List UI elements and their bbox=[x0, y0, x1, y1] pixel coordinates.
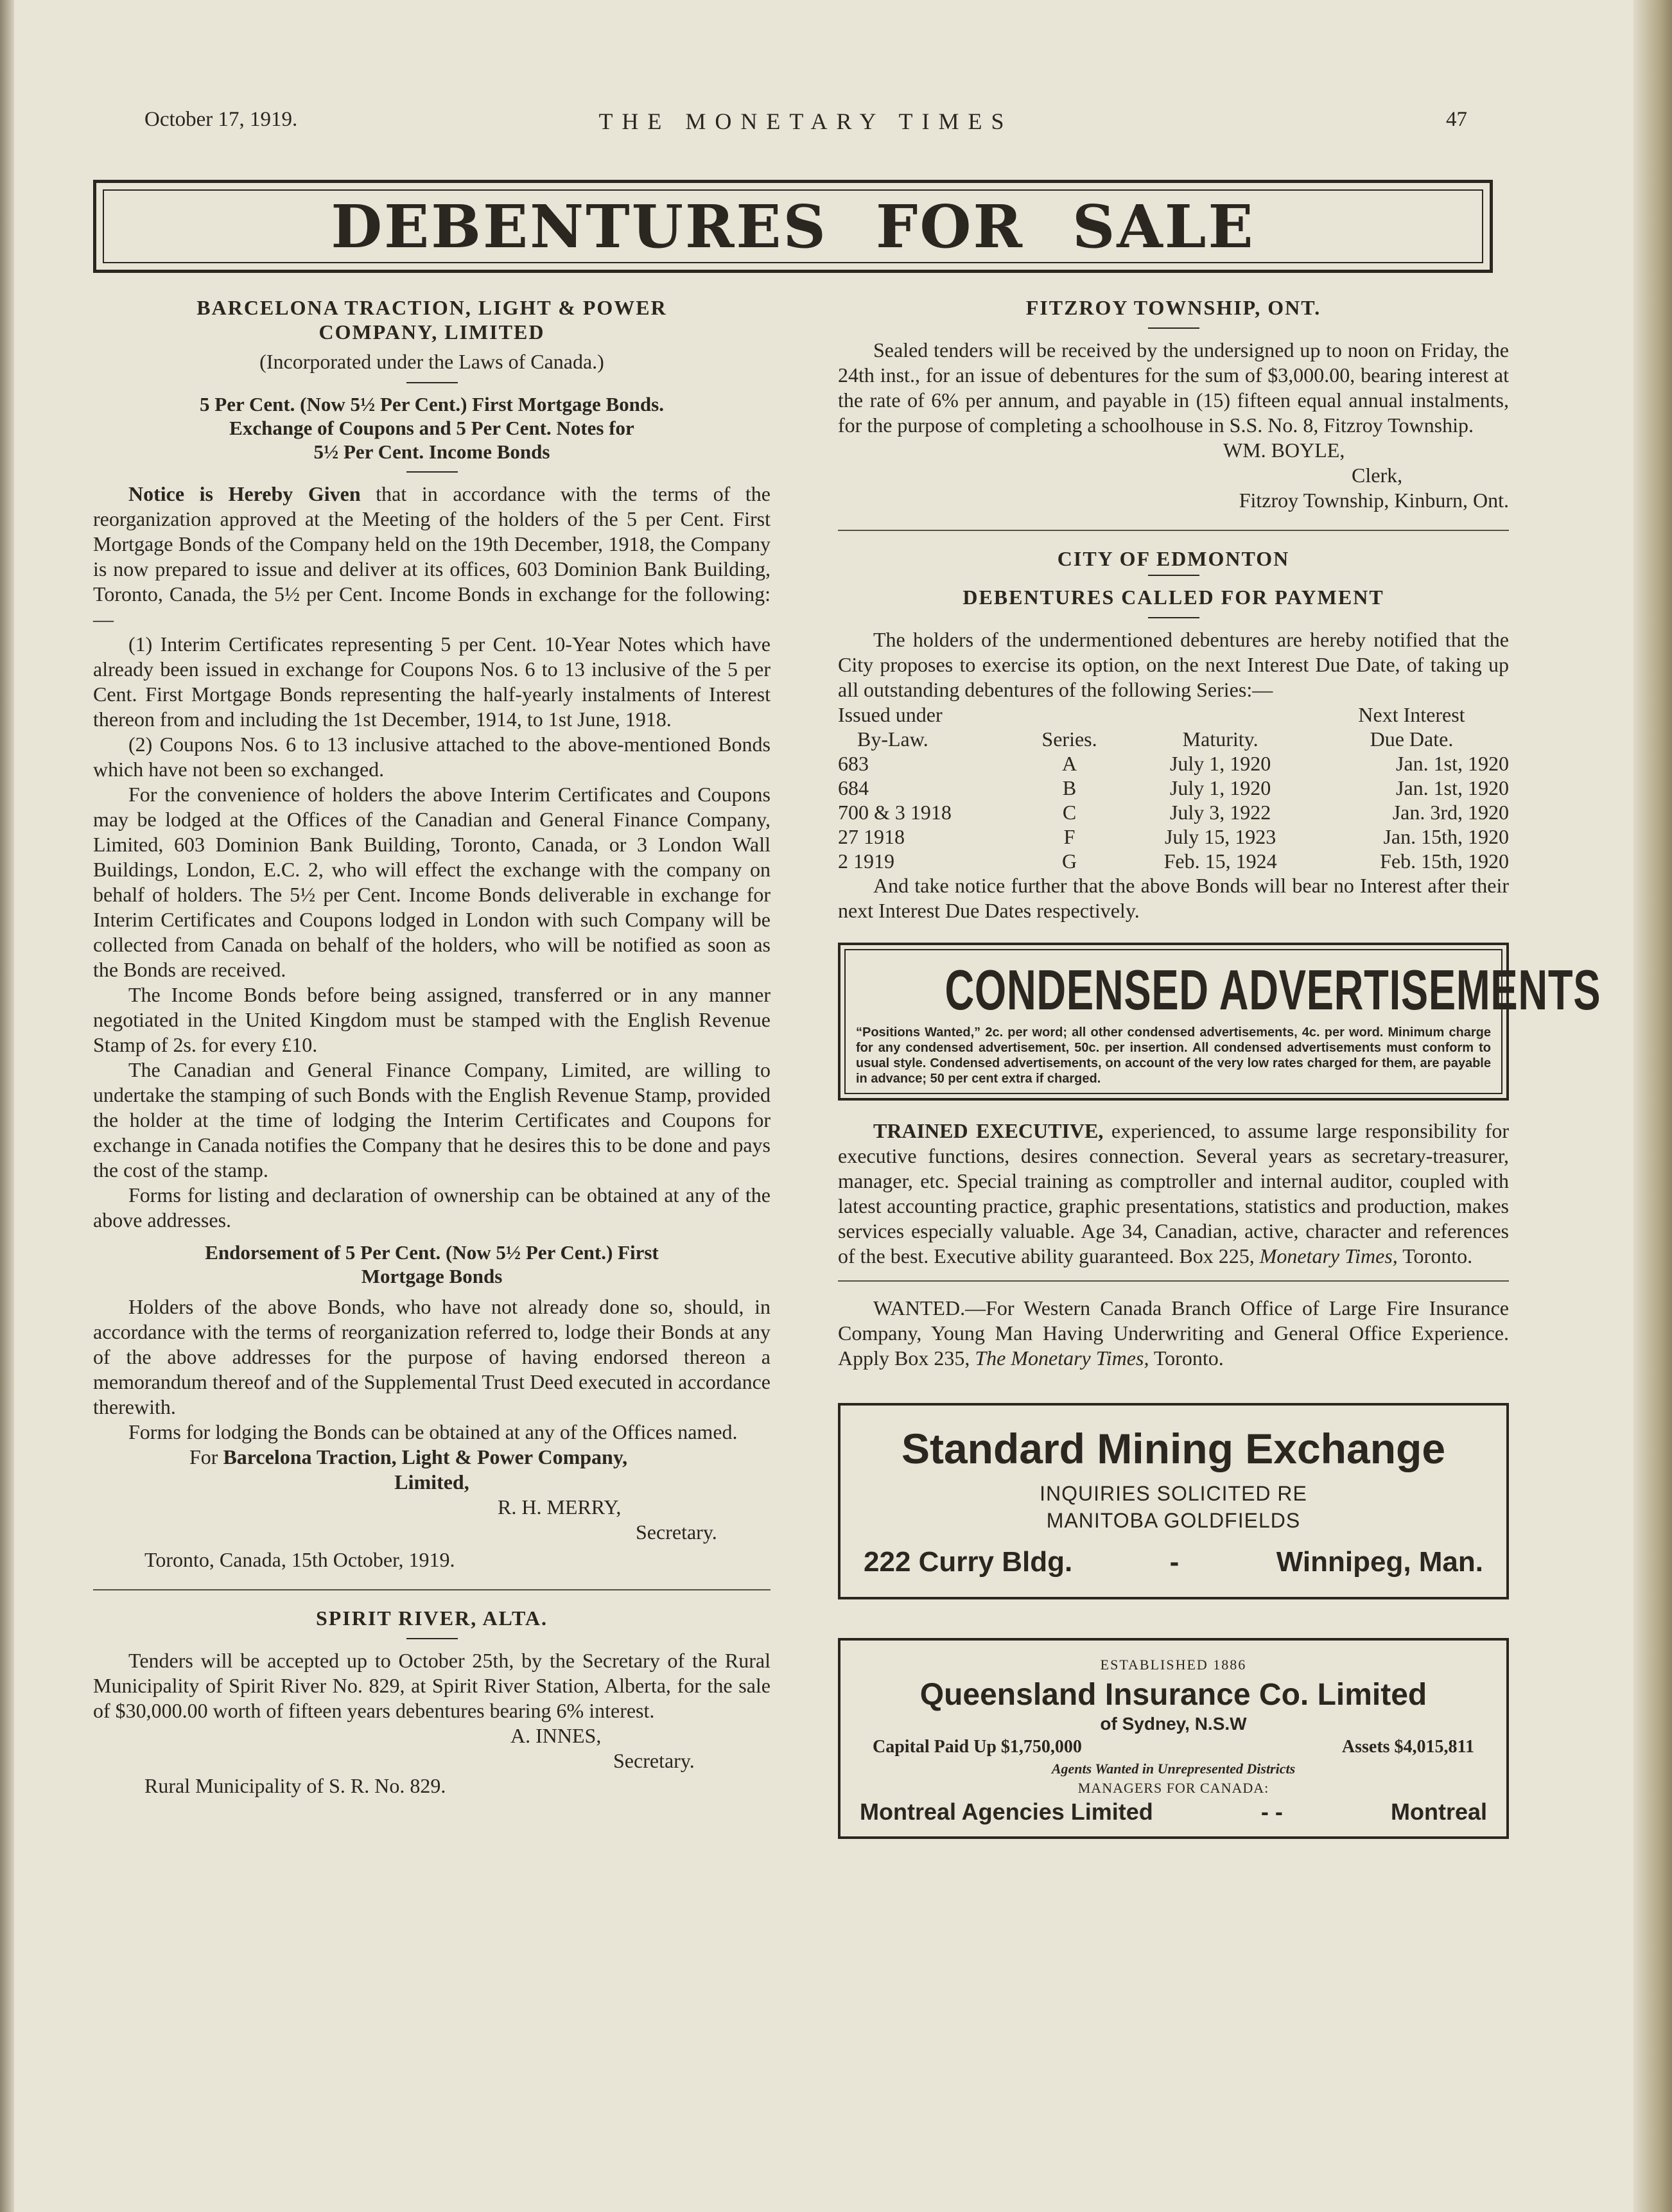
header-bylaw bbox=[838, 702, 1013, 751]
debenture-cell-bylaw: 684 bbox=[838, 776, 869, 799]
debenture-cell-series: G bbox=[1061, 849, 1077, 873]
header-bylaw-line-2: By-Law. bbox=[857, 727, 928, 751]
barcelona-forms-paragraph: Forms for listing and declaration of ownership can be obtained at any of the above addresses. bbox=[93, 1183, 771, 1232]
short-rule bbox=[1148, 617, 1199, 618]
debenture-cell-due: Jan. 1st, 1920 bbox=[1396, 752, 1509, 775]
debenture-table-row bbox=[838, 751, 1509, 776]
trained-executive-body: experienced, to assume large responsibility for executive functions, desires connection. Several years as secretary-treasurer, manager, etc. Special training as comptroller and internal auditor, coupled with latest accounting practice, graphic presentations, statistics and production, makes services especially valuable. Age 34, Canadian, active, character and references of the best. Executive ability guaranteed. Box 225, bbox=[838, 1119, 1510, 1267]
debenture-table bbox=[838, 702, 1509, 873]
standard-mining-footer bbox=[864, 1544, 1483, 1580]
header-due-line-2: Due Date. bbox=[1370, 727, 1454, 751]
edmonton-notice bbox=[838, 546, 1509, 923]
section-divider bbox=[93, 1589, 771, 1590]
queensland-capital: Capital Paid Up $1,750,000 bbox=[873, 1737, 1082, 1757]
fitzroy-signer-title: Clerk, bbox=[1352, 464, 1403, 487]
barcelona-holders-paragraph: Holders of the above Bonds, who have not already done so, should, in accordance with the terms of reorganization referred to, lodge their Bonds at any of the above addresses for the purpose of having endorsed thereon a memorandum thereof and of the Supplemental Trust Deed executed in accordance therewith. bbox=[93, 1295, 771, 1418]
wanted-ad bbox=[838, 1296, 1509, 1371]
debenture-cell-maturity: July 1, 1920 bbox=[1169, 776, 1271, 799]
fitzroy-signer-place: Fitzroy Township, Kinburn, Ont. bbox=[1239, 489, 1509, 512]
barcelona-item-2: (2) Coupons Nos. 6 to 13 inclusive attached to the above-mentioned Bonds which have not been so exchanged. bbox=[93, 733, 771, 781]
short-rule bbox=[406, 471, 458, 473]
page-edge-left bbox=[0, 0, 14, 2212]
barcelona-incorporated: (Incorporated under the Laws of Canada.) bbox=[259, 350, 604, 373]
queensland-city: of Sydney, N.S.W bbox=[1100, 1714, 1247, 1734]
queensland-dashes: - - bbox=[1260, 1798, 1283, 1825]
section-banner-title: DEBENTURES FOR SALE bbox=[331, 191, 1255, 261]
queensland-managers-label: MANAGERS FOR CANADA: bbox=[1077, 1780, 1269, 1796]
section-banner-inner bbox=[103, 189, 1483, 263]
debenture-cell-series: F bbox=[1063, 825, 1075, 848]
trained-executive-tail: Toronto. bbox=[1397, 1244, 1473, 1267]
section-divider bbox=[838, 1280, 1509, 1282]
standard-mining-separator: - bbox=[1169, 1546, 1180, 1578]
left-column bbox=[93, 295, 771, 1798]
barcelona-convenience-paragraph: For the convenience of holders the above Interim Certificates and Coupons may be lodged at the Offices of the Canadian and General Finance Company, Limited, 603 Dominion Bank Building, Toronto, Canada, or 3 London Wall Buildings, London, E.C. 2, who will effect the exchange with the company on behalf of holders. The 5½ per Cent. Income Bonds deliverable in exchange for Interim Certificates and Coupons lodged in London with such Company will be collected from Canada on behalf of the holders, who will be notified as soon as the Bonds are received. bbox=[93, 783, 771, 981]
endorsement-heading-2: Mortgage Bonds bbox=[361, 1265, 503, 1287]
trained-executive-publication: Monetary Times, bbox=[1259, 1244, 1398, 1267]
queensland-name: Queensland Insurance Co. Limited bbox=[919, 1678, 1427, 1712]
standard-mining-line-2: MANITOBA GOLDFIELDS bbox=[1046, 1509, 1301, 1532]
debenture-table-row bbox=[838, 800, 1509, 824]
short-rule bbox=[1148, 575, 1199, 576]
edmonton-closing: And take notice further that the above Bonds will bear no Interest after their next Interest Due Dates respectively. bbox=[838, 874, 1509, 922]
barcelona-forms-2-paragraph: Forms for lodging the Bonds can be obtained at any of the Offices named. bbox=[128, 1420, 738, 1443]
issue-date: October 17, 1919. bbox=[144, 108, 298, 131]
barcelona-subhead-1: 5 Per Cent. (Now 5½ Per Cent.) First Mortgage Bonds. bbox=[200, 393, 664, 415]
short-rule bbox=[406, 1638, 458, 1639]
queensland-assets: Assets $4,015,811 bbox=[1341, 1737, 1474, 1757]
edmonton-subtitle: DEBENTURES CALLED FOR PAYMENT bbox=[962, 586, 1384, 609]
fitzroy-body: Sealed tenders will be received by the undersigned up to noon on Friday, the 24th inst., for an issue of debentures for the sum of $3,000.00, bearing interest at the rate of 6% per annum, and payable in (15) fifteen equal annual instalments, for the purpose of completing a schoolhouse in S.S. No. 8, Fitzroy Township. bbox=[838, 338, 1509, 437]
fitzroy-title: FITZROY TOWNSHIP, ONT. bbox=[1025, 296, 1321, 319]
debenture-table-row bbox=[838, 849, 1509, 873]
barcelona-willing-paragraph: The Canadian and General Finance Company, Limited, are willing to undertake the stamping of such Bonds with the English Revenue Stamp, provided the holder at the time of lodging the Interim Certificates and Coupons for exchange in Canada notifies the Company that he desires this to be done and pays the cost of the stamp. bbox=[93, 1058, 771, 1181]
standard-mining-address: 222 Curry Bldg. bbox=[864, 1546, 1073, 1578]
debenture-cell-maturity: Feb. 15, 1924 bbox=[1163, 849, 1277, 873]
debenture-table-row bbox=[838, 824, 1509, 849]
debenture-cell-due: Feb. 15th, 1920 bbox=[1380, 849, 1509, 873]
debenture-cell-due: Jan. 15th, 1920 bbox=[1383, 825, 1509, 848]
fitzroy-notice bbox=[838, 295, 1509, 513]
wanted-publication: The Monetary Times, bbox=[975, 1346, 1149, 1370]
spirit-river-signer-title: Secretary. bbox=[613, 1749, 695, 1772]
header-series: Series. bbox=[1041, 727, 1097, 751]
section-divider bbox=[838, 530, 1509, 531]
wanted-body: WANTED.—For Western Canada Branch Office of Large Fire Insurance Company, Young Man Having Underwriting and General Office Experience. Apply Box 235, bbox=[838, 1296, 1509, 1370]
page-edge-right bbox=[1633, 0, 1672, 2212]
endorsement-heading-1: Endorsement of 5 Per Cent. (Now 5½ Per Cent.) First bbox=[205, 1241, 659, 1264]
header-due-date bbox=[1314, 702, 1509, 751]
trained-executive-lead: TRAINED EXECUTIVE, bbox=[873, 1119, 1104, 1142]
condensed-ads-box bbox=[838, 943, 1601, 1101]
debenture-cell-maturity: July 15, 1923 bbox=[1164, 825, 1276, 848]
barcelona-subhead-3: 5½ Per Cent. Income Bonds bbox=[313, 440, 550, 463]
queensland-financials bbox=[860, 1735, 1487, 1759]
debenture-cell-bylaw: 27 1918 bbox=[838, 825, 905, 848]
barcelona-title-line-2: COMPANY, LIMITED bbox=[318, 320, 545, 344]
right-column bbox=[838, 295, 1601, 1839]
debenture-cell-maturity: July 3, 1922 bbox=[1169, 801, 1271, 824]
debenture-cell-series: B bbox=[1062, 776, 1077, 799]
section-banner bbox=[93, 180, 1493, 273]
condensed-ads-rates: “Positions Wanted,” 2c. per word; all other condensed advertisements, 4c. per word. Minimum charge for any condensed advertisement, 50c. per insertion. All condensed advertisements must conform to usual style. Condensed advertisements, on account of the very low rates charged for them, are payable in advance; 50 per cent extra if charged. bbox=[856, 1025, 1491, 1086]
barcelona-stamped-paragraph: The Income Bonds before being assigned, transferred or in any manner negotiated in the United Kingdom must be stamped with the English Revenue Stamp of 2s. for every £10. bbox=[93, 983, 771, 1056]
standard-mining-city: Winnipeg, Man. bbox=[1276, 1546, 1483, 1578]
spirit-river-notice bbox=[93, 1606, 771, 1798]
wanted-tail: Toronto. bbox=[1149, 1346, 1224, 1370]
header-due-line-1: Next Interest bbox=[1358, 703, 1465, 726]
spirit-river-body: Tenders will be accepted up to October 25th, by the Secretary of the Rural Municipality of Spirit River No. 829, at Spirit River Station, Alberta, for the sale of $30,000.00 worth of fifteen years debentures bearing 6% interest. bbox=[93, 1649, 771, 1722]
debenture-table-body bbox=[838, 751, 1509, 873]
queensland-insurance-ad bbox=[838, 1638, 1509, 1839]
fitzroy-signer: WM. BOYLE, bbox=[1223, 439, 1345, 462]
barcelona-place-date: Toronto, Canada, 15th October, 1919. bbox=[144, 1548, 455, 1571]
edmonton-intro: The holders of the undermentioned debentures are hereby notified that the City proposes to exercise its option, on the next Interest Due Date, of taking up all outstanding debentures of the following Series:— bbox=[838, 628, 1509, 701]
debenture-table-row bbox=[838, 776, 1509, 800]
signature-company-limited: Limited, bbox=[394, 1470, 469, 1494]
debenture-cell-due: Jan. 3rd, 1920 bbox=[1392, 801, 1509, 824]
notice-lead: Notice is Hereby Given bbox=[128, 482, 361, 505]
debenture-cell-bylaw: 2 1919 bbox=[838, 849, 894, 873]
barcelona-item-1: (1) Interim Certificates representing 5 per Cent. 10-Year Notes which have already been issued in exchange for Coupons Nos. 6 to 13 inclusive of the 5 per Cent. First Mortgage Bonds representing the half-yearly instalments of Interest thereon from and including the 1st December, 1914, to 1st June, 1918. bbox=[93, 632, 771, 731]
standard-mining-title: Standard Mining Exchange bbox=[901, 1425, 1446, 1472]
signature-company-line bbox=[93, 1445, 771, 1470]
debenture-cell-series: A bbox=[1061, 752, 1077, 775]
spirit-river-signer: A. INNES, bbox=[510, 1724, 602, 1747]
running-head bbox=[144, 108, 1467, 140]
standard-mining-line-1: INQUIRIES SOLICITED RE bbox=[1040, 1482, 1307, 1505]
spirit-river-municipality: Rural Municipality of S. R. No. 829. bbox=[144, 1774, 446, 1797]
spirit-river-title: SPIRIT RIVER, ALTA. bbox=[315, 1607, 548, 1630]
barcelona-subhead-2: Exchange of Coupons and 5 Per Cent. Notes for bbox=[229, 417, 634, 439]
signature-for: For bbox=[189, 1445, 223, 1468]
barcelona-notice bbox=[93, 295, 771, 1572]
debenture-table-header-row bbox=[838, 702, 1509, 751]
short-rule bbox=[1148, 327, 1199, 329]
queensland-agency: Montreal Agencies Limited bbox=[860, 1798, 1153, 1825]
signature-company: Barcelona Traction, Light & Power Company, bbox=[223, 1445, 628, 1468]
barcelona-title-line-1: BARCELONA TRACTION, LIGHT & POWER bbox=[196, 296, 667, 319]
trained-executive-ad bbox=[838, 1119, 1509, 1269]
barcelona-notice-paragraph bbox=[93, 482, 771, 632]
debenture-cell-bylaw: 700 & 3 1918 bbox=[838, 801, 952, 824]
queensland-agents: Agents Wanted in Unrepresented Districts bbox=[1051, 1761, 1296, 1777]
signature-name: R. H. MERRY, bbox=[498, 1495, 622, 1519]
queensland-established: ESTABLISHED 1886 bbox=[1100, 1657, 1247, 1673]
debenture-cell-due: Jan. 1st, 1920 bbox=[1396, 776, 1509, 799]
notice-text: that in accordance with the terms of the reorganization approved at the Meeting of the holders of the 5 per Cent. First Mortgage Bonds of the Company held on the 19th December, 1918, the Company is now prepared to issue and deliver at its offices, 603 Dominion Bank Building, Toronto, Canada, the 5½ per Cent. Income Bonds in exchange for the following:— bbox=[93, 482, 771, 631]
page-number: 47 bbox=[1446, 108, 1467, 131]
header-bylaw-line-1: Issued under bbox=[838, 703, 943, 726]
edmonton-title: CITY OF EDMONTON bbox=[1057, 547, 1290, 570]
queensland-footer bbox=[860, 1798, 1487, 1826]
short-rule bbox=[406, 382, 458, 383]
signature-title: Secretary. bbox=[636, 1520, 717, 1544]
debenture-cell-bylaw: 683 bbox=[838, 752, 869, 775]
standard-mining-ad bbox=[838, 1403, 1509, 1599]
publication-title: THE MONETARY TIMES bbox=[598, 109, 1013, 134]
queensland-office: Montreal bbox=[1390, 1798, 1487, 1825]
debenture-cell-maturity: July 1, 1920 bbox=[1169, 752, 1271, 775]
condensed-ads-inner bbox=[844, 949, 1601, 1094]
debenture-cell-series: C bbox=[1062, 801, 1077, 824]
header-maturity: Maturity. bbox=[1182, 727, 1258, 751]
condensed-ads-title: CONDENSED ADVERTISEMENTS bbox=[945, 958, 1601, 1022]
